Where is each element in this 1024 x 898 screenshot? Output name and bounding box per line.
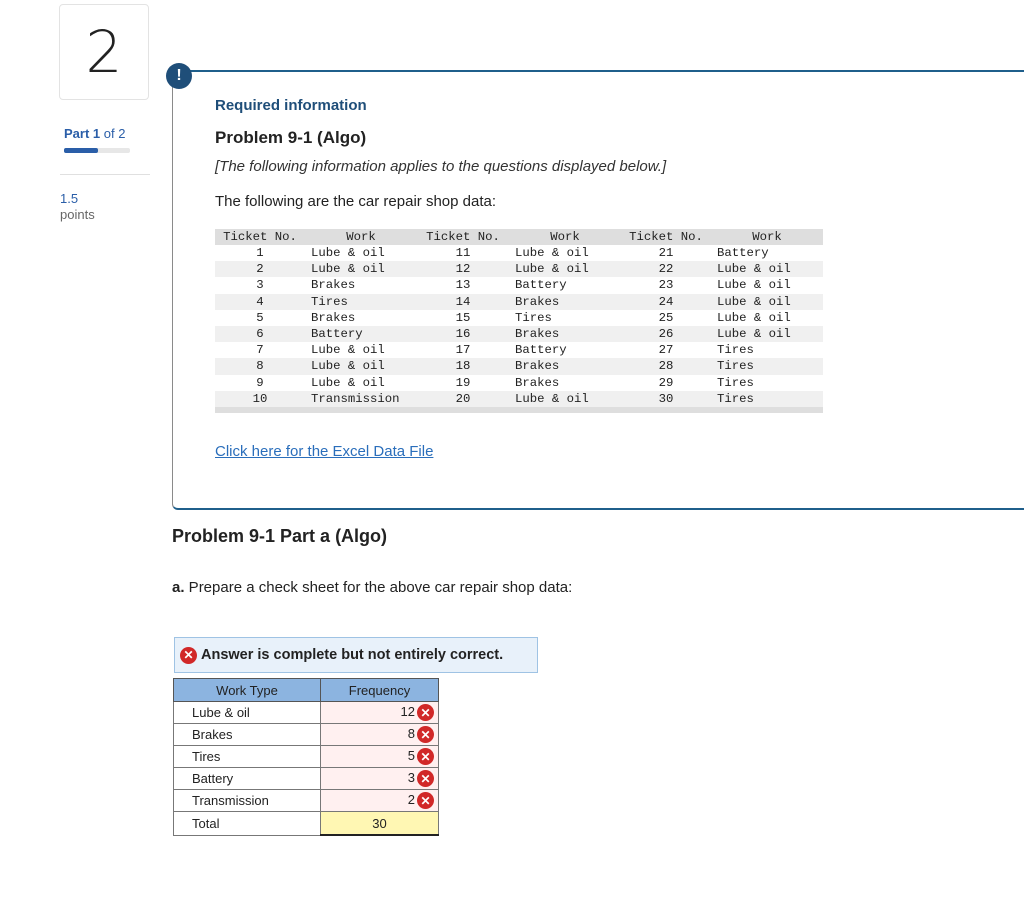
frequency-cell[interactable] (321, 746, 439, 768)
part-of: of 2 (103, 126, 126, 141)
work-item: Tires (711, 391, 823, 407)
col-ticket-2: Ticket No. (417, 229, 509, 245)
work-item: Lube & oil (305, 358, 417, 374)
ticket-number: 20 (417, 391, 509, 407)
repair-data-table (215, 229, 823, 413)
work-item: Lube & oil (509, 261, 621, 277)
ticket-number: 3 (256, 278, 264, 293)
col-work-1: Work (305, 229, 417, 245)
data-row (215, 375, 823, 391)
ticket-number: 5 (256, 310, 264, 325)
work-item: Lube & oil (311, 375, 385, 390)
ticket-number: 15 (455, 310, 471, 325)
work-item: Lube & oil (509, 391, 621, 407)
ticket-number: 12 (417, 261, 509, 277)
work-item: Battery (515, 343, 567, 358)
incorrect-icon: ✕ (417, 748, 434, 765)
ticket-number: 29 (658, 375, 674, 390)
frequency-value: 2 (407, 791, 415, 807)
frequency-value: 12 (400, 703, 415, 719)
points (60, 191, 95, 223)
total-row (174, 812, 439, 836)
ticket-number: 8 (215, 358, 305, 374)
data-row (215, 358, 823, 374)
check-sheet-row (174, 790, 439, 812)
work-type-cell: Transmission (174, 790, 321, 812)
work-type-cell: Lube & oil (174, 702, 321, 724)
work-item: Lube & oil (711, 294, 823, 310)
check-sheet-row (174, 746, 439, 768)
work-item: Battery (305, 326, 417, 342)
ticket-number: 26 (621, 326, 711, 342)
answer-status-banner (174, 637, 538, 673)
work-item: Tires (717, 343, 754, 358)
work-item: Lube & oil (311, 246, 385, 261)
work-item: Lube & oil (305, 261, 417, 277)
work-item: Brakes (509, 358, 621, 374)
col-ticket-1: Ticket No. (215, 229, 305, 245)
intro-text: The following are the car repair shop data: (215, 193, 496, 210)
work-type-cell: Battery (174, 768, 321, 790)
ticket-number: 17 (455, 343, 471, 358)
work-item: Tires (305, 294, 417, 310)
alert-icon: ! (166, 63, 192, 89)
ticket-number: 1 (256, 246, 264, 261)
work-item: Lube & oil (515, 246, 589, 261)
part-label: Part 1 (64, 126, 101, 141)
work-item: Tires (711, 358, 823, 374)
part-a-question: a. Prepare a check sheet for the above car repair shop data: (172, 579, 573, 596)
col-frequency: Frequency (321, 679, 439, 702)
check-sheet-row (174, 724, 439, 746)
ticket-number: 16 (417, 326, 509, 342)
part-progress-bar (64, 148, 130, 153)
ticket-number: 19 (455, 375, 471, 390)
table-footer-bar (215, 407, 823, 413)
work-type-cell: Tires (174, 746, 321, 768)
check-sheet-table (173, 678, 439, 836)
incorrect-icon: ✕ (417, 726, 434, 743)
work-item: Battery (515, 278, 567, 293)
col-work-3: Work (711, 229, 823, 245)
col-ticket-3: Ticket No. (621, 229, 711, 245)
incorrect-icon: ✕ (417, 770, 434, 787)
work-item: Tires (515, 310, 552, 325)
incorrect-icon: ✕ (417, 704, 434, 721)
total-label: Total (174, 812, 321, 836)
sidebar-divider (60, 174, 150, 175)
check-sheet-row (174, 768, 439, 790)
incorrect-icon: ✕ (180, 647, 197, 664)
data-row (215, 326, 823, 342)
frequency-value: 3 (407, 769, 415, 785)
ticket-number: 9 (256, 375, 264, 390)
points-label: points (60, 207, 95, 222)
frequency-cell[interactable] (321, 790, 439, 812)
work-item: Brakes (509, 294, 621, 310)
data-row (215, 294, 823, 310)
ticket-number: 18 (417, 358, 509, 374)
work-item: Brakes (311, 278, 356, 293)
work-item: Lube & oil (711, 261, 823, 277)
data-row (215, 342, 823, 358)
ticket-number: 7 (256, 343, 264, 358)
ticket-number: 24 (621, 294, 711, 310)
frequency-value: 8 (407, 725, 415, 741)
work-item: Brakes (509, 326, 621, 342)
work-item: Brakes (311, 310, 356, 325)
info-note: [The following information applies to the questions displayed below.] (215, 158, 667, 175)
required-info-heading: Required information (215, 97, 367, 114)
ticket-number: 11 (455, 246, 471, 261)
frequency-cell[interactable] (321, 702, 439, 724)
work-item: Lube & oil (711, 326, 823, 342)
ticket-number: 13 (455, 278, 471, 293)
problem-title: Problem 9-1 (Algo) (215, 128, 367, 147)
ticket-number: 28 (621, 358, 711, 374)
work-type-cell: Brakes (174, 724, 321, 746)
part-a-title: Problem 9-1 Part a (Algo) (172, 526, 388, 546)
work-item: Battery (717, 246, 769, 261)
col-work-2: Work (509, 229, 621, 245)
excel-data-link[interactable]: Click here for the Excel Data File (215, 443, 434, 460)
work-item: Transmission (305, 391, 417, 407)
incorrect-icon: ✕ (417, 792, 434, 809)
ticket-number: 2 (215, 261, 305, 277)
data-table-header (215, 229, 823, 245)
ticket-number: 6 (215, 326, 305, 342)
ticket-number: 4 (215, 294, 305, 310)
ticket-number: 25 (658, 310, 674, 325)
work-item: Tires (717, 375, 754, 390)
answer-status-text: Answer is complete but not entirely correct. (201, 647, 504, 663)
ticket-number: 22 (621, 261, 711, 277)
ticket-number: 14 (417, 294, 509, 310)
work-item: Lube & oil (717, 310, 791, 325)
col-work-type: Work Type (174, 679, 321, 702)
work-item: Brakes (515, 375, 560, 390)
data-row (215, 245, 823, 261)
data-row (215, 391, 823, 407)
points-value: 1.5 (60, 191, 79, 206)
frequency-cell[interactable] (321, 768, 439, 790)
ticket-number: 21 (658, 246, 674, 261)
question-number: 2 (59, 4, 149, 100)
work-item: Lube & oil (311, 343, 385, 358)
frequency-cell[interactable] (321, 724, 439, 746)
data-row (215, 310, 823, 326)
total-value: 30 (321, 812, 439, 836)
ticket-number: 27 (658, 343, 674, 358)
part-indicator (64, 126, 125, 141)
ticket-number: 10 (215, 391, 305, 407)
check-sheet-row (174, 702, 439, 724)
frequency-value: 5 (407, 747, 415, 763)
work-item: Lube & oil (717, 278, 791, 293)
ticket-number: 30 (621, 391, 711, 407)
data-row (215, 261, 823, 277)
ticket-number: 23 (658, 278, 674, 293)
data-row (215, 277, 823, 293)
